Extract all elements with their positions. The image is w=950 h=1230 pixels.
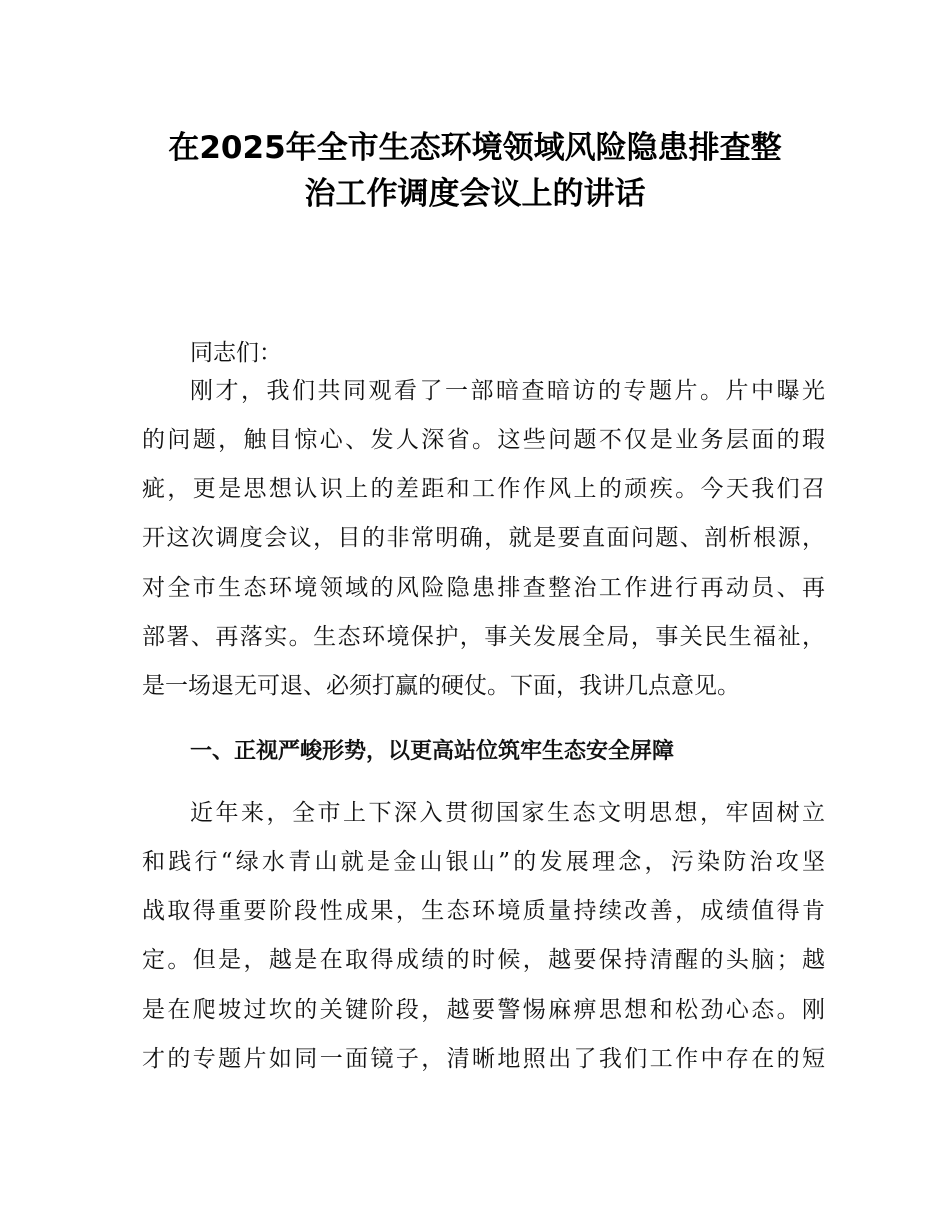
paragraph-line: 的问题，触目惊心、发人深省。这些问题不仅是业务层面的瑕 [142,427,825,453]
paragraph-line: 近年来，全市上下深入贯彻国家生态文明思想，牢固树立 [190,800,825,826]
salutation: 同志们： [190,340,282,366]
paragraph-line: 对全市生态环境领域的风险隐患排查整治工作进行再动员、再 [142,575,825,601]
paragraph-line: 部署、再落实。生态环境保护，事关发展全局，事关民生福祉， [142,624,825,650]
document-title-line-2: 治工作调度会议上的讲话 [304,176,646,212]
paragraph-line: 定。但是，越是在取得成绩的时候，越要保持清醒的头脑；越 [142,947,825,973]
paragraph-line: 刚才，我们共同观看了一部暗查暗访的专题片。片中曝光 [190,378,825,404]
paragraph-line: 和践行“绿水青山就是金山银山”的发展理念，污染防治攻坚 [142,849,825,875]
document-title-line-1: 在2025年全市生态环境领域风险隐患排查整 [168,130,782,166]
paragraph-line: 是一场退无可退、必须打赢的硬仗。下面，我讲几点意见。 [142,673,740,699]
paragraph-line: 开这次调度会议，目的非常明确，就是要直面问题、剖析根源， [142,525,825,551]
paragraph-line: 疵，更是思想认识上的差距和工作作风上的顽疾。今天我们召 [142,476,825,502]
paragraph-line: 才的专题片如同一面镜子，清晰地照出了我们工作中存在的短 [142,1046,825,1072]
section-heading: 一、正视严峻形势，以更高站位筑牢生态安全屏障 [190,739,675,764]
paragraph-line: 是在爬坡过坎的关键阶段，越要警惕麻痹思想和松劲心态。刚 [142,997,825,1023]
paragraph-line: 战取得重要阶段性成果，生态环境质量持续改善，成绩值得肯 [142,898,825,924]
